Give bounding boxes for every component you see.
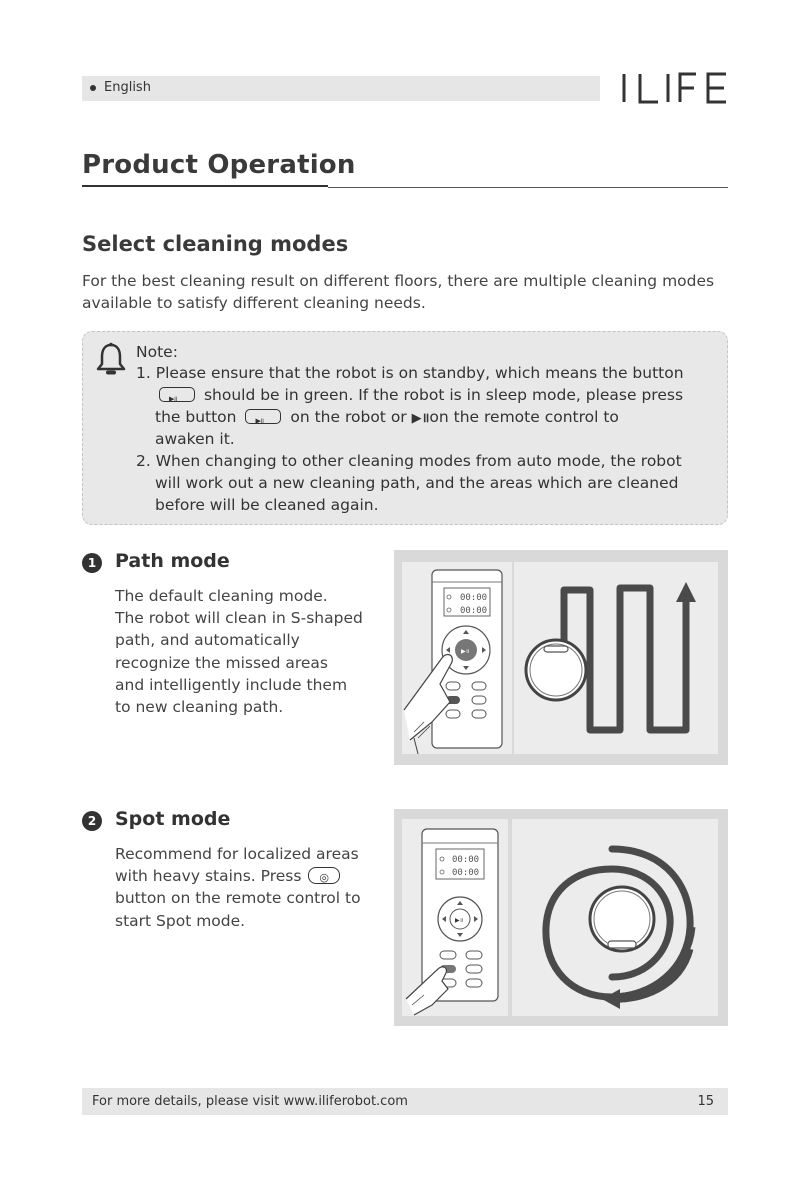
- mode-description-line: The robot will clean in S-shaped: [115, 609, 363, 628]
- robot-icon: [590, 887, 654, 951]
- mode-description-line: to new cleaning path.: [115, 698, 284, 717]
- note-text: the button: [155, 408, 237, 426]
- bullet-icon: [90, 85, 96, 91]
- mode-title: Spot mode: [115, 808, 231, 830]
- intro-text: For the best cleaning result on different floors, there are multiple cleaning modes available to satisfy different cleaning needs.: [82, 272, 715, 312]
- mode-description: [115, 843, 361, 932]
- note-text: should be in green. If the robot is in sleep mode, please press: [203, 386, 684, 404]
- remote-display-line: 00:00: [460, 593, 488, 603]
- page-title: Product Operation: [82, 150, 356, 180]
- remote-display-line: 00:00: [452, 855, 480, 865]
- spiral-diagram: [512, 819, 718, 1016]
- mode-description-line: and intelligently include them: [115, 675, 348, 694]
- mode-description-line: path, and automatically: [115, 631, 300, 650]
- remote-control-icon: [402, 562, 512, 754]
- mode-number-badge: 1: [82, 553, 102, 573]
- path-diagram-panel: [514, 562, 718, 754]
- remote-control-icon: [402, 819, 508, 1016]
- remote-panel: [402, 562, 512, 754]
- bell-icon: [95, 342, 127, 376]
- note-label: Note:: [136, 343, 178, 361]
- title-underline: [82, 185, 328, 187]
- note-line: awaken it.: [155, 430, 235, 448]
- mode-description-line: The default cleaning mode.: [115, 587, 328, 605]
- play-pause-icon: ▶॥: [411, 411, 430, 426]
- note-text: on the remote control to: [429, 408, 619, 426]
- spot-button-icon: [308, 867, 340, 884]
- mode-description-line: Recommend for localized areas: [115, 845, 359, 863]
- note-line: [155, 407, 619, 429]
- remote-display-line: 00:00: [460, 606, 488, 616]
- mode-description-line: recognize the missed areas: [115, 653, 329, 672]
- svg-text:▶॥: ▶॥: [455, 917, 464, 924]
- robot-icon: [526, 640, 586, 700]
- s-path-diagram: [514, 562, 718, 754]
- path-mode-illustration: [394, 550, 728, 765]
- play-pause-button-icon: [159, 387, 195, 402]
- note-line: [155, 385, 683, 406]
- note-line: will work out a new cleaning path, and the areas which are cleaned: [155, 474, 679, 492]
- note-text: on the robot or: [290, 408, 407, 426]
- subsection-title: Select cleaning modes: [82, 232, 349, 256]
- play-pause-button-icon: [245, 409, 281, 424]
- ilife-logo: [620, 68, 730, 108]
- page-number: 15: [697, 1094, 714, 1109]
- title-rule: [328, 187, 728, 188]
- language-bar: [82, 76, 600, 101]
- remote-display-line: 00:00: [452, 868, 480, 878]
- mode-description-line: button on the remote control to: [115, 889, 361, 908]
- note-line: 1. Please ensure that the robot is on standby, which means the button: [136, 364, 684, 382]
- mode-description-text: with heavy stains. Press: [115, 867, 302, 886]
- mode-description-line: [115, 865, 361, 887]
- note-line: before will be cleaned again.: [155, 496, 379, 514]
- note-line: 2. When changing to other cleaning modes from auto mode, the robot: [136, 452, 682, 470]
- footer-bar: [82, 1088, 728, 1115]
- spot-mode-illustration: [394, 809, 728, 1026]
- mode-title: Path mode: [115, 550, 230, 572]
- footer-text: For more details, please visit www.iliferobot.com: [92, 1094, 408, 1109]
- mode-number-badge: 2: [82, 811, 102, 831]
- mode-description: [115, 585, 363, 718]
- language-label: English: [104, 80, 151, 95]
- svg-text:▶॥: ▶॥: [461, 648, 470, 655]
- remote-panel: [402, 819, 508, 1016]
- note-box: [82, 331, 728, 525]
- mode-description-line: start Spot mode.: [115, 911, 246, 930]
- spot-diagram-panel: [512, 819, 718, 1016]
